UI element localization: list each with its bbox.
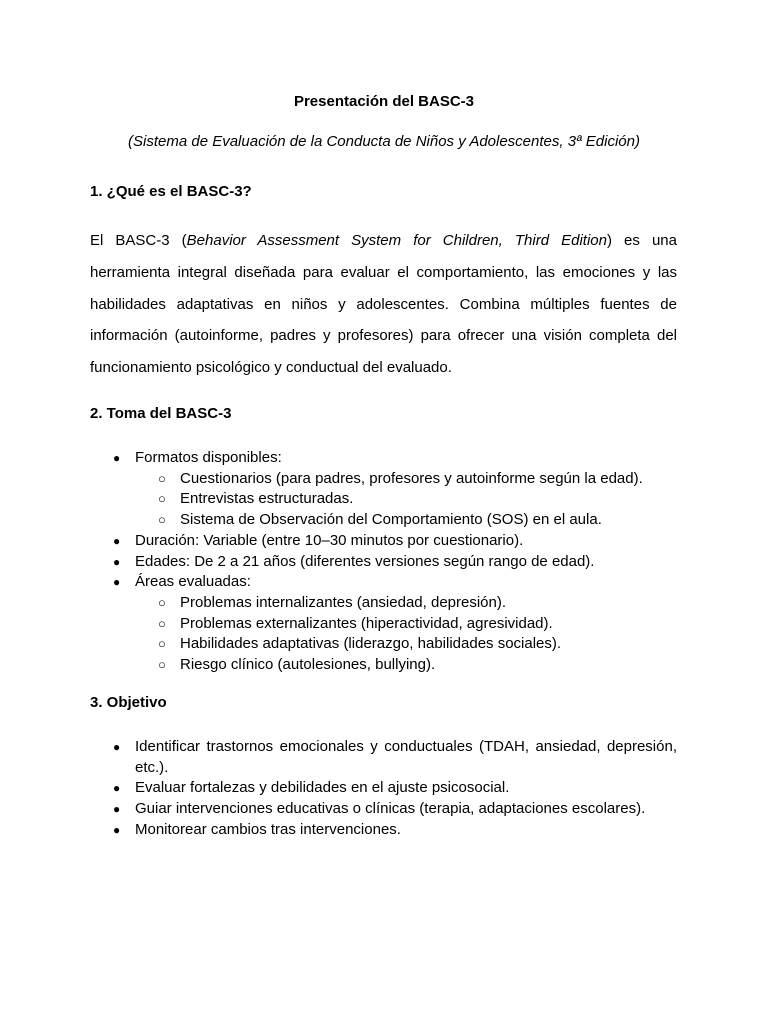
bullet-icon: ●	[113, 802, 121, 817]
list-item-text: Duración: Variable (entre 10–30 minutos por cuestionario).	[135, 531, 524, 549]
list-item	[90, 737, 677, 778]
sub-list-item-text: Riesgo clínico (autolesiones, bullying).	[180, 656, 436, 674]
section-1-heading: 1. ¿Qué es el BASC-3?	[90, 183, 252, 200]
sub-list-item-text: Entrevistas estructuradas.	[180, 490, 354, 508]
section-3-list	[90, 737, 677, 841]
list-item-text: Evaluar fortalezas y debilidades en el ajuste psicosocial.	[135, 779, 510, 797]
list-item-text: Formatos disponibles:	[135, 449, 282, 466]
bullet-icon: ●	[113, 575, 121, 590]
bullet-icon: ●	[113, 740, 121, 754]
sub-list-item	[90, 469, 677, 490]
sub-list-item	[90, 655, 677, 676]
list-item	[90, 820, 677, 841]
section-1-paragraph	[90, 225, 677, 384]
sub-list-item	[90, 510, 677, 531]
list-item-text: Guiar intervenciones educativas o clínicas (terapia, adaptaciones escolares).	[135, 800, 646, 818]
bullet-icon: ●	[113, 533, 121, 548]
bullet-icon: ●	[113, 781, 121, 796]
sub-bullet-icon: ○	[158, 512, 166, 528]
bullet-icon: ●	[113, 822, 121, 837]
document-title: Presentación del BASC-3	[293, 93, 475, 110]
list-item-text: Edades: De 2 a 21 años (diferentes versiones según rango de edad).	[135, 552, 595, 570]
list-item-text: Áreas evaluadas:	[135, 573, 251, 591]
sub-bullet-icon: ○	[158, 615, 166, 631]
list-item-ages	[90, 552, 677, 573]
sub-bullet-icon: ○	[158, 636, 166, 652]
sub-bullet-icon: ○	[158, 470, 166, 486]
section-2-heading: 2. Toma del BASC-3	[90, 405, 232, 422]
sub-bullet-icon: ○	[158, 491, 166, 507]
sub-list-item-text: Habilidades adaptativas (liderazgo, habilidades sociales).	[180, 635, 562, 653]
sub-list-item-text: Problemas internalizantes (ansiedad, depresión).	[180, 593, 507, 611]
list-item	[90, 799, 677, 820]
sub-list-item	[90, 593, 677, 614]
list-item-areas	[90, 572, 677, 593]
list-item	[90, 778, 677, 799]
paragraph-text-start: El BASC-3 (	[90, 232, 187, 249]
list-item-text: Monitorear cambios tras intervenciones.	[135, 820, 401, 838]
paragraph-text-end: ) es una herramienta integral diseñada para evaluar el comportamiento, las emociones y las habilidades adaptativas en niños y adolescentes. Combina múltiples fuentes de información (autoinforme, padres y profesores) para ofrecer una visión completa del funcionamiento psicológico y conductual del evaluado.	[90, 232, 677, 377]
list-item-duration	[90, 531, 677, 552]
sub-list-item-text: Cuestionarios (para padres, profesores y autoinforme según la edad).	[180, 469, 643, 487]
paragraph-text-italic: Behavior Assessment System for Children, Third Edition	[186, 232, 607, 249]
sub-bullet-icon: ○	[158, 594, 166, 610]
list-item-text: Identificar trastornos emocionales y conductuales (TDAH, ansiedad, depresión, etc.).	[135, 738, 677, 776]
bullet-icon: ●	[113, 554, 121, 569]
list-item-formats	[90, 448, 677, 469]
sub-list-item	[90, 614, 677, 635]
section-2-list	[90, 448, 677, 676]
sub-list-item	[90, 489, 677, 510]
sub-bullet-icon: ○	[158, 657, 166, 673]
sub-list-item-text: Sistema de Observación del Comportamiento (SOS) en el aula.	[180, 511, 602, 529]
bullet-icon: ●	[113, 451, 121, 465]
sub-list-item	[90, 634, 677, 655]
section-3-heading: 3. Objetivo	[90, 694, 167, 711]
sub-list-item-text: Problemas externalizantes (hiperactividad, agresividad).	[180, 614, 553, 632]
document-subtitle: (Sistema de Evaluación de la Conducta de Niños y Adolescentes, 3ª Edición)	[128, 133, 640, 150]
